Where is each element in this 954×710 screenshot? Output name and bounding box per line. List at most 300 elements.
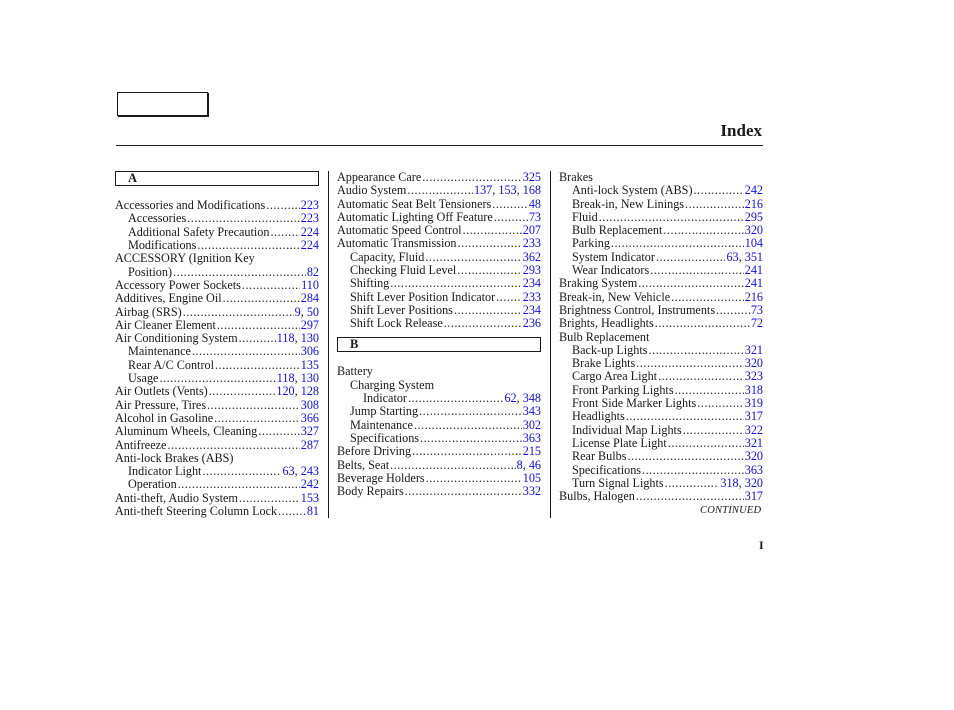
index-subentry bbox=[559, 344, 763, 357]
page-link[interactable]: 8 bbox=[516, 457, 523, 472]
page-link[interactable]: 63 bbox=[282, 464, 295, 479]
index-entry bbox=[337, 445, 541, 458]
page-refs bbox=[523, 264, 541, 277]
index-column-3 bbox=[559, 171, 763, 503]
page-refs bbox=[745, 464, 763, 477]
index-entry bbox=[337, 224, 541, 237]
page-refs bbox=[529, 211, 541, 224]
page-link[interactable]: 135 bbox=[300, 357, 319, 372]
index-subentry bbox=[337, 291, 541, 304]
entry-text: Automatic Seat Belt Tensioners bbox=[337, 196, 492, 211]
page-link[interactable]: 327 bbox=[300, 424, 319, 439]
entry-text: Brights, Headlights bbox=[559, 316, 654, 331]
page-refs bbox=[295, 306, 319, 319]
index-entry bbox=[337, 211, 541, 224]
index-entry bbox=[115, 412, 319, 425]
index-entry bbox=[559, 317, 763, 330]
page-link[interactable]: 233 bbox=[522, 236, 541, 251]
dot-leader bbox=[611, 237, 744, 250]
entry-text: Automatic Transmission bbox=[337, 236, 457, 251]
page-refs bbox=[301, 279, 319, 292]
dot-leader bbox=[638, 277, 744, 290]
index-entry bbox=[115, 252, 319, 265]
entry-text: Position) bbox=[128, 264, 173, 279]
page-refs bbox=[523, 224, 541, 237]
dot-leader bbox=[454, 304, 522, 317]
entry-text: Bulb Replacement bbox=[559, 329, 650, 344]
page-link[interactable]: 295 bbox=[744, 209, 763, 224]
dot-leader bbox=[628, 450, 744, 463]
entry-text: Air Conditioning System bbox=[115, 331, 238, 346]
entry-text: Specifications bbox=[350, 430, 420, 445]
page-link[interactable]: 320 bbox=[744, 223, 763, 238]
page-link[interactable]: 293 bbox=[522, 263, 541, 278]
entry-text: Usage bbox=[128, 371, 159, 386]
page-link[interactable]: 318 bbox=[720, 475, 739, 490]
index-subentry bbox=[337, 317, 541, 330]
page-link[interactable]: 46 bbox=[528, 457, 541, 472]
page-link[interactable]: 153 bbox=[498, 183, 517, 198]
page-link[interactable]: 48 bbox=[528, 196, 541, 211]
page-link[interactable]: 243 bbox=[300, 464, 319, 479]
dot-leader bbox=[202, 465, 281, 478]
dot-leader bbox=[266, 199, 299, 212]
index-subentry bbox=[337, 405, 541, 418]
page-refs bbox=[301, 319, 319, 332]
index-entry bbox=[115, 492, 319, 505]
entry-text: Air Outlets (Vents) bbox=[115, 384, 208, 399]
page-ref-separator: , bbox=[294, 384, 301, 399]
section-tab-box bbox=[117, 92, 208, 116]
page-refs bbox=[523, 171, 541, 184]
entry-text: Air Pressure, Tires bbox=[115, 397, 207, 412]
entry-text: Audio System bbox=[337, 183, 407, 198]
index-subentry bbox=[559, 357, 763, 370]
entry-text: Appearance Care bbox=[337, 170, 422, 184]
entry-text: Antifreeze bbox=[115, 437, 167, 452]
page-link[interactable]: 73 bbox=[528, 209, 541, 224]
entry-text: Battery bbox=[337, 364, 373, 379]
page-link[interactable]: 128 bbox=[300, 384, 319, 399]
page-refs bbox=[504, 392, 541, 405]
index-subentry bbox=[115, 266, 319, 279]
dot-leader bbox=[426, 472, 522, 485]
page-link[interactable]: 118 bbox=[276, 331, 295, 346]
index-entry bbox=[559, 277, 763, 290]
page-refs bbox=[523, 317, 541, 330]
index-entry bbox=[115, 439, 319, 452]
dot-leader bbox=[663, 224, 743, 237]
entry-text: Beverage Holders bbox=[337, 470, 425, 485]
index-entry bbox=[559, 171, 763, 184]
page-refs bbox=[745, 437, 763, 450]
dot-leader bbox=[209, 385, 276, 398]
dot-leader bbox=[422, 171, 521, 184]
dot-leader bbox=[242, 279, 300, 292]
dot-leader bbox=[425, 251, 521, 264]
dot-leader bbox=[494, 211, 528, 224]
dot-leader bbox=[685, 198, 744, 211]
dot-leader bbox=[658, 370, 744, 383]
page-refs bbox=[720, 477, 763, 490]
page-link[interactable]: 118 bbox=[276, 371, 295, 386]
page-link[interactable]: 348 bbox=[522, 391, 541, 406]
page-refs bbox=[745, 237, 763, 250]
page-link[interactable]: 104 bbox=[744, 236, 763, 251]
page-link[interactable]: 63 bbox=[726, 249, 739, 264]
entry-text: Break-in, New Linings bbox=[572, 196, 685, 211]
page-refs bbox=[282, 465, 319, 478]
page-link[interactable]: 130 bbox=[300, 371, 319, 386]
index-entry bbox=[337, 184, 541, 197]
page-ref-separator: , bbox=[300, 304, 307, 319]
page-link[interactable]: 223 bbox=[300, 211, 319, 226]
page-ref-separator: , bbox=[738, 475, 745, 490]
page-link[interactable]: 284 bbox=[300, 291, 319, 306]
page-link[interactable]: 321 bbox=[744, 342, 763, 357]
page-link[interactable]: 137 bbox=[473, 183, 493, 198]
page-refs bbox=[751, 304, 763, 317]
entry-text: Accessories and Modifications bbox=[115, 198, 266, 213]
page-link[interactable]: 323 bbox=[744, 369, 763, 384]
entry-text: Bulb Replacement bbox=[572, 223, 663, 238]
dot-leader bbox=[458, 237, 522, 250]
index-subentry bbox=[559, 410, 763, 423]
index-subentry bbox=[559, 424, 763, 437]
index-subentry bbox=[337, 251, 541, 264]
index-entry bbox=[337, 198, 541, 211]
page-refs bbox=[301, 478, 319, 491]
dot-leader bbox=[215, 359, 300, 372]
entry-text: Before Driving bbox=[337, 444, 412, 459]
index-entry bbox=[115, 319, 319, 332]
page-ref-separator: , bbox=[294, 464, 301, 479]
page-refs bbox=[301, 359, 319, 372]
index-subentry bbox=[559, 237, 763, 250]
entry-text: Shift Lock Release bbox=[350, 316, 443, 331]
page-link[interactable]: 363 bbox=[522, 430, 541, 445]
column-divider-2 bbox=[550, 171, 551, 518]
index-entry bbox=[337, 459, 541, 472]
dot-leader bbox=[636, 490, 744, 503]
page-link[interactable]: 241 bbox=[744, 263, 763, 278]
entry-text: Body Repairs bbox=[337, 484, 404, 499]
index-subentry bbox=[337, 392, 541, 405]
page-refs bbox=[523, 277, 541, 290]
page-refs bbox=[301, 425, 319, 438]
index-subentry bbox=[337, 379, 541, 392]
page-refs bbox=[745, 424, 763, 437]
entry-text: Braking System bbox=[559, 276, 638, 291]
page-link[interactable]: 302 bbox=[522, 417, 541, 432]
page-link[interactable]: 325 bbox=[522, 170, 541, 184]
dot-leader bbox=[650, 264, 744, 277]
page-link[interactable]: 216 bbox=[744, 289, 763, 304]
entry-text: Additional Safety Precaution bbox=[128, 224, 270, 239]
page-refs bbox=[301, 239, 319, 252]
page-ref-separator: , bbox=[294, 371, 301, 386]
index-subentry bbox=[115, 226, 319, 239]
dot-leader bbox=[258, 425, 299, 438]
page-link[interactable]: 318 bbox=[744, 382, 763, 397]
page-refs bbox=[745, 397, 763, 410]
dot-leader bbox=[420, 432, 522, 445]
page-link[interactable]: 153 bbox=[300, 490, 319, 505]
entry-text: License Plate Light bbox=[572, 435, 667, 450]
index-subentry bbox=[559, 211, 763, 224]
dot-leader bbox=[626, 410, 744, 423]
dot-leader bbox=[668, 437, 744, 450]
page-link[interactable]: 236 bbox=[522, 316, 541, 331]
page-link[interactable]: 81 bbox=[306, 504, 319, 519]
page-link[interactable]: 320 bbox=[744, 356, 763, 371]
page-refs bbox=[276, 385, 319, 398]
dot-leader bbox=[457, 264, 521, 277]
dot-leader bbox=[390, 277, 521, 290]
page-refs bbox=[523, 291, 541, 304]
page-link[interactable]: 234 bbox=[522, 276, 541, 291]
dot-leader bbox=[270, 226, 299, 239]
dot-leader bbox=[414, 419, 522, 432]
entry-text: Indicator bbox=[363, 391, 407, 406]
page-link[interactable]: 130 bbox=[300, 331, 319, 346]
entry-text: Wear Indicators bbox=[572, 263, 650, 278]
dot-leader bbox=[648, 344, 743, 357]
entry-text: Front Parking Lights bbox=[572, 382, 674, 397]
dot-leader bbox=[694, 184, 744, 197]
entry-text: Brakes bbox=[559, 170, 593, 184]
page-link[interactable]: 216 bbox=[744, 196, 763, 211]
entry-text: Operation bbox=[128, 477, 177, 492]
dot-leader bbox=[492, 198, 528, 211]
page-refs bbox=[523, 251, 541, 264]
index-entry bbox=[559, 291, 763, 304]
index-entry bbox=[559, 490, 763, 503]
page-ref-separator: , bbox=[294, 331, 301, 346]
index-subentry bbox=[337, 264, 541, 277]
entry-text: Rear A/C Control bbox=[128, 357, 214, 372]
index-subentry bbox=[559, 198, 763, 211]
dot-leader bbox=[159, 372, 275, 385]
entry-text: Turn Signal Lights bbox=[572, 475, 664, 490]
entry-text: System Indicator bbox=[572, 249, 655, 264]
entry-text: Shifting bbox=[350, 276, 390, 291]
page-link[interactable]: 306 bbox=[300, 344, 319, 359]
dot-leader bbox=[192, 345, 300, 358]
page-link[interactable]: 287 bbox=[300, 437, 319, 452]
entry-text: Capacity, Fluid bbox=[350, 249, 425, 264]
page-link[interactable]: 50 bbox=[306, 304, 319, 319]
index-column-2 bbox=[337, 171, 541, 498]
page-refs bbox=[301, 399, 319, 412]
page-link[interactable]: 362 bbox=[522, 249, 541, 264]
page-link[interactable]: 322 bbox=[744, 422, 763, 437]
entry-text: Anti-lock System (ABS) bbox=[572, 183, 693, 198]
index-subentry bbox=[115, 465, 319, 478]
index-entry bbox=[337, 171, 541, 184]
page-refs bbox=[301, 492, 319, 505]
page-link[interactable]: 241 bbox=[744, 276, 763, 291]
page-link[interactable]: 321 bbox=[744, 435, 763, 450]
index-subentry bbox=[559, 264, 763, 277]
page-link[interactable]: 9 bbox=[294, 304, 301, 319]
page-link[interactable]: 224 bbox=[300, 238, 319, 253]
page-refs bbox=[745, 490, 763, 503]
dot-leader bbox=[407, 184, 473, 197]
index-subentry bbox=[559, 450, 763, 463]
entry-text: Individual Map Lights bbox=[572, 422, 682, 437]
entry-text: Automatic Lighting Off Feature bbox=[337, 209, 493, 224]
page-refs bbox=[523, 485, 541, 498]
page-link[interactable]: 110 bbox=[301, 277, 319, 292]
page-refs bbox=[307, 266, 319, 279]
dot-leader bbox=[197, 239, 299, 252]
index-subentry bbox=[115, 372, 319, 385]
index-subentry bbox=[115, 478, 319, 491]
page-refs bbox=[745, 198, 763, 211]
page-refs bbox=[745, 384, 763, 397]
page-refs bbox=[301, 439, 319, 452]
page-link[interactable]: 332 bbox=[522, 484, 541, 499]
page-refs bbox=[745, 277, 763, 290]
dot-leader bbox=[636, 357, 743, 370]
index-subentry bbox=[559, 370, 763, 383]
page-link[interactable]: 234 bbox=[522, 302, 541, 317]
page-link[interactable]: 351 bbox=[744, 249, 763, 264]
page-link[interactable]: 215 bbox=[522, 444, 541, 459]
page-refs bbox=[517, 459, 541, 472]
dot-leader bbox=[444, 317, 522, 330]
page-number: I bbox=[759, 538, 764, 552]
page-refs bbox=[745, 224, 763, 237]
dot-leader bbox=[463, 224, 522, 237]
dot-leader bbox=[183, 306, 294, 319]
page-refs bbox=[745, 344, 763, 357]
page-link[interactable]: 73 bbox=[750, 302, 763, 317]
page-link[interactable]: 224 bbox=[300, 224, 319, 239]
entry-text: Break-in, New Vehicle bbox=[559, 289, 671, 304]
index-subentry bbox=[115, 359, 319, 372]
page-refs bbox=[745, 211, 763, 224]
page-refs bbox=[277, 332, 319, 345]
dot-leader bbox=[214, 412, 300, 425]
dot-leader bbox=[671, 291, 744, 304]
index-subentry bbox=[559, 251, 763, 264]
page-link[interactable]: 223 bbox=[300, 198, 319, 213]
page-refs bbox=[301, 292, 319, 305]
page-link[interactable]: 319 bbox=[744, 396, 763, 411]
page-refs bbox=[745, 410, 763, 423]
page-refs bbox=[745, 184, 763, 197]
page-link[interactable]: 105 bbox=[522, 470, 541, 485]
index-entry bbox=[559, 331, 763, 344]
entry-text: Maintenance bbox=[350, 417, 413, 432]
dot-leader bbox=[656, 251, 726, 264]
index-subentry bbox=[559, 464, 763, 477]
entry-text: Anti-lock Brakes (ABS) bbox=[115, 450, 234, 465]
page-link[interactable]: 207 bbox=[522, 223, 541, 238]
page-link[interactable]: 72 bbox=[750, 316, 763, 331]
index-entry bbox=[115, 332, 319, 345]
page-link[interactable]: 168 bbox=[522, 183, 541, 198]
index-subentry bbox=[559, 477, 763, 490]
page-refs bbox=[301, 412, 319, 425]
page-link[interactable]: 363 bbox=[744, 462, 763, 477]
entry-text: Specifications bbox=[572, 462, 642, 477]
page-link[interactable]: 308 bbox=[300, 397, 319, 412]
page-ref-separator: , bbox=[492, 183, 499, 198]
dot-leader bbox=[239, 492, 300, 505]
dot-leader bbox=[167, 439, 299, 452]
entry-text: Modifications bbox=[128, 238, 197, 253]
entry-text: Additives, Engine Oil bbox=[115, 291, 222, 306]
page-link[interactable]: 82 bbox=[306, 264, 319, 279]
page-ref-separator: , bbox=[522, 457, 529, 472]
index-entry bbox=[115, 292, 319, 305]
dot-leader bbox=[642, 464, 744, 477]
entry-text: Accessory Power Sockets bbox=[115, 277, 241, 292]
title-divider bbox=[116, 145, 763, 146]
page-ref-separator: , bbox=[516, 391, 523, 406]
page-refs bbox=[523, 237, 541, 250]
page-refs bbox=[301, 199, 319, 212]
entry-text: Aluminum Wheels, Cleaning bbox=[115, 424, 258, 439]
page-link[interactable]: 233 bbox=[522, 289, 541, 304]
dot-leader bbox=[207, 399, 300, 412]
entry-text: Charging System bbox=[350, 377, 435, 392]
page-link[interactable]: 317 bbox=[744, 409, 763, 424]
entry-text: Belts, Seat bbox=[337, 457, 390, 472]
page-link[interactable]: 343 bbox=[522, 404, 541, 419]
entry-text: Back-up Lights bbox=[572, 342, 648, 357]
page-link[interactable]: 320 bbox=[744, 449, 763, 464]
index-column-1 bbox=[115, 171, 319, 518]
page-refs bbox=[523, 432, 541, 445]
page-link[interactable]: 62 bbox=[504, 391, 517, 406]
dot-leader bbox=[599, 211, 744, 224]
entry-text: Accessories bbox=[128, 211, 187, 226]
page-refs bbox=[523, 445, 541, 458]
page-refs bbox=[523, 405, 541, 418]
page-link[interactable]: 366 bbox=[300, 410, 319, 425]
page-refs bbox=[301, 212, 319, 225]
page-link[interactable]: 317 bbox=[744, 489, 763, 504]
page-link[interactable]: 320 bbox=[744, 475, 763, 490]
index-entry bbox=[115, 505, 319, 518]
entry-text: Maintenance bbox=[128, 344, 191, 359]
index-entry bbox=[337, 485, 541, 498]
page-refs bbox=[301, 345, 319, 358]
dot-leader bbox=[187, 212, 300, 225]
dot-leader bbox=[405, 485, 522, 498]
page-link[interactable]: 242 bbox=[300, 477, 319, 492]
page-link[interactable]: 120 bbox=[276, 384, 295, 399]
page-refs bbox=[751, 317, 763, 330]
entry-text: Headlights bbox=[572, 409, 625, 424]
page-refs bbox=[726, 251, 763, 264]
index-subentry bbox=[559, 397, 763, 410]
page-link[interactable]: 297 bbox=[300, 317, 319, 332]
index-subentry bbox=[337, 277, 541, 290]
page-ref-separator: , bbox=[516, 183, 523, 198]
index-entry bbox=[337, 365, 541, 378]
dot-leader bbox=[716, 304, 750, 317]
entry-text: Parking bbox=[572, 236, 610, 251]
entry-text: Brake Lights bbox=[572, 356, 636, 371]
entry-text: Front Side Marker Lights bbox=[572, 396, 697, 411]
index-subentry bbox=[559, 224, 763, 237]
page-link[interactable]: 242 bbox=[744, 183, 763, 198]
